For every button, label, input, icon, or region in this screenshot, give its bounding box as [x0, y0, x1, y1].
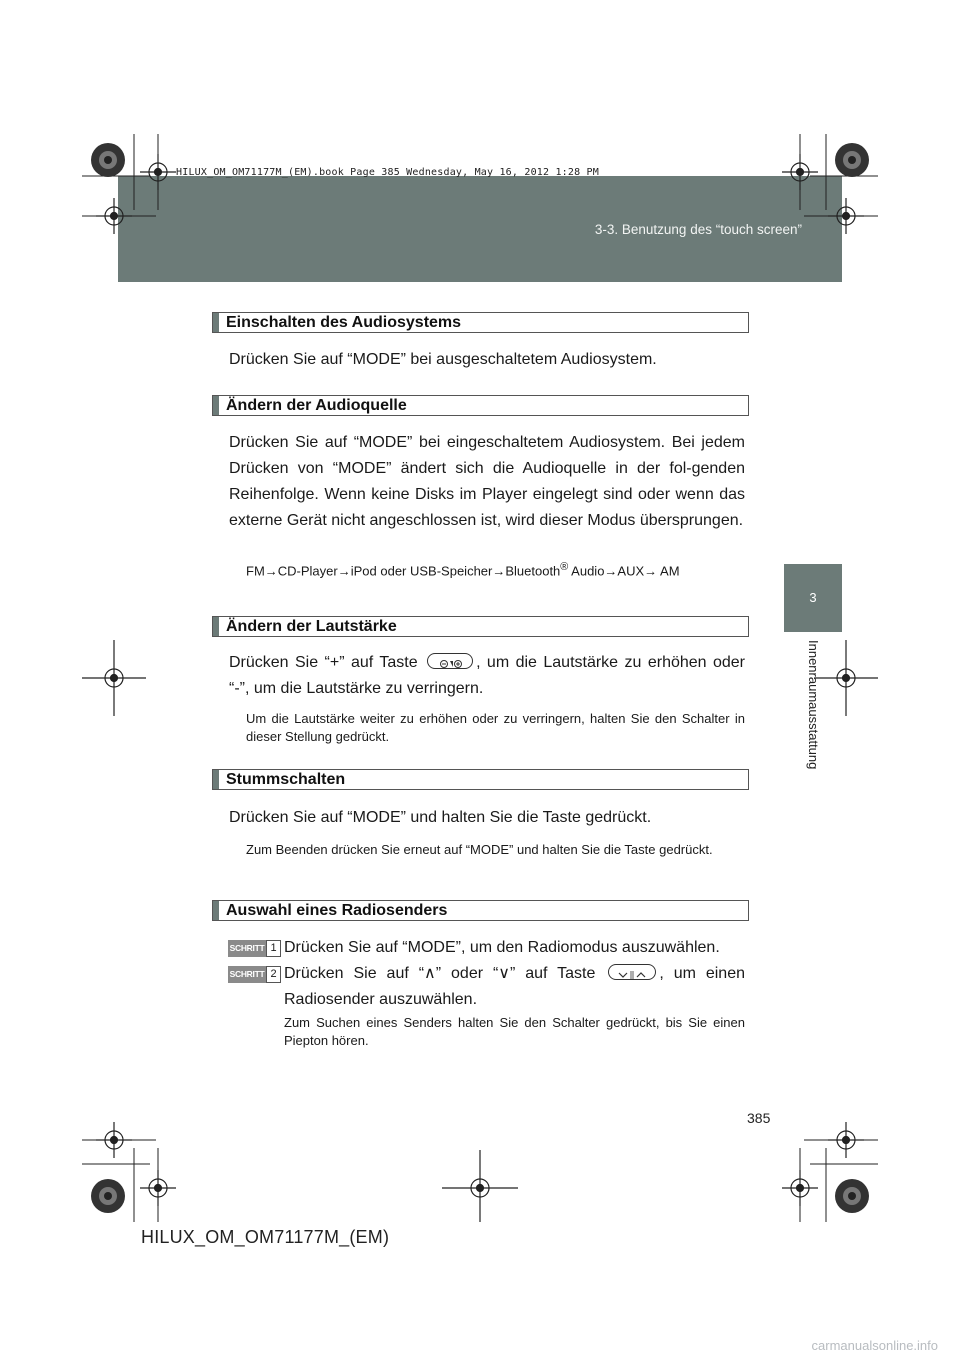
heading-bar	[213, 901, 219, 920]
seek-button-icon	[608, 964, 656, 980]
note: Zum Suchen eines Senders halten Sie den Schalter gedrückt, bis Sie einen Piepton hören.	[284, 1015, 745, 1048]
heading-lautstaerke	[212, 616, 749, 637]
paragraph: Drücken Sie auf “MODE” bei eingeschaltetem Audiosystem. Bei jedem Drücken von “MODE” ändert sich die Audioquelle in der fol-genden Reihenfolge. Wenn keine Disks im Player eingelegt sind oder wenn das externe Gerät nicht angeschlossen ist, wird dieser Modus übersprungen.	[229, 434, 745, 529]
paragraph: Drücken Sie auf “MODE” und halten Sie die Taste gedrückt.	[229, 809, 652, 826]
heading-bar	[213, 396, 219, 415]
heading-stummschalten	[212, 769, 749, 790]
heading-text: Ändern der Audioquelle	[226, 397, 407, 414]
text-before-button: Drücken Sie “+” auf Taste	[229, 654, 418, 671]
step-number: 2	[266, 966, 281, 983]
heading-bar	[213, 617, 219, 636]
heading-einschalten	[212, 312, 749, 333]
source-sequence: FM→CD-Player→iPod oder USB-Speicher→Bluetooth® Audio→AUX→ AM	[246, 561, 680, 579]
heading-text: Auswahl eines Radiosenders	[226, 902, 448, 919]
heading-bar	[213, 770, 219, 789]
chapter-number: 3	[809, 590, 817, 605]
print-info: HILUX_OM_OM71177M_(EM).book Page 385 Wednesday, May 16, 2012 1:28 PM	[176, 167, 599, 178]
registration-target	[96, 1122, 132, 1158]
step-text-2	[284, 961, 745, 1013]
step-label: SCHRITT	[228, 940, 266, 957]
page-number: 385	[747, 1110, 771, 1126]
star-target-tl	[91, 143, 125, 177]
text-after-button: , um die Lautstärke zu erhöhen oder “-”, um die Lautstärke zu verringern.	[229, 654, 746, 697]
note: Um die Lautstärke weiter zu erhöhen oder zu verringern, halten Sie den Schalter in dieser Stellung gedrückt.	[246, 711, 745, 744]
registration-target	[140, 1170, 176, 1206]
step-number: 1	[266, 940, 281, 957]
registration-target	[82, 640, 146, 716]
paragraph: Drücken Sie auf “MODE” bei ausgeschaltetem Audiosystem.	[229, 351, 657, 368]
heading-bar	[213, 313, 219, 332]
volume-button-icon	[427, 653, 473, 669]
star-target-br	[835, 1179, 869, 1213]
star-target-bl	[91, 1179, 125, 1213]
heading-radiosender	[212, 900, 749, 921]
step-label: SCHRITT	[228, 966, 266, 983]
section-title: 3-3. Benutzung des “touch screen”	[594, 222, 802, 237]
heading-text: Ändern der Lautstärke	[226, 618, 397, 635]
registration-target	[782, 1170, 818, 1206]
chapter-tab	[784, 564, 842, 632]
note: Zum Beenden drücken Sie erneut auf “MODE” und halten Sie die Taste gedrückt.	[246, 842, 713, 857]
heading-audioquelle	[212, 395, 749, 416]
chapter-label-container	[778, 640, 848, 800]
text-after-button: , um einen Radiosender auszuwählen.	[284, 965, 746, 1008]
step-badge-1	[228, 940, 280, 957]
text-before-button: Drücken Sie auf “∧” oder “∨” auf Taste	[284, 965, 596, 982]
registration-target	[828, 1122, 864, 1158]
step-text-1: Drücken Sie auf “MODE”, um den Radiomodus auszuwählen.	[284, 939, 720, 956]
registration-target	[442, 1150, 518, 1222]
paragraph-volume	[229, 650, 745, 702]
heading-text: Stummschalten	[226, 771, 346, 788]
registered-mark: ®	[560, 561, 569, 573]
heading-text: Einschalten des Audiosystems	[226, 314, 462, 331]
footer-code: HILUX_OM_OM71177M_(EM)	[141, 1227, 390, 1247]
chapter-label: Innenraumausstattung	[806, 640, 821, 770]
watermark: carmanualsonline.info	[811, 1338, 938, 1353]
star-target-tr	[835, 143, 869, 177]
step-badge-2	[228, 966, 280, 983]
